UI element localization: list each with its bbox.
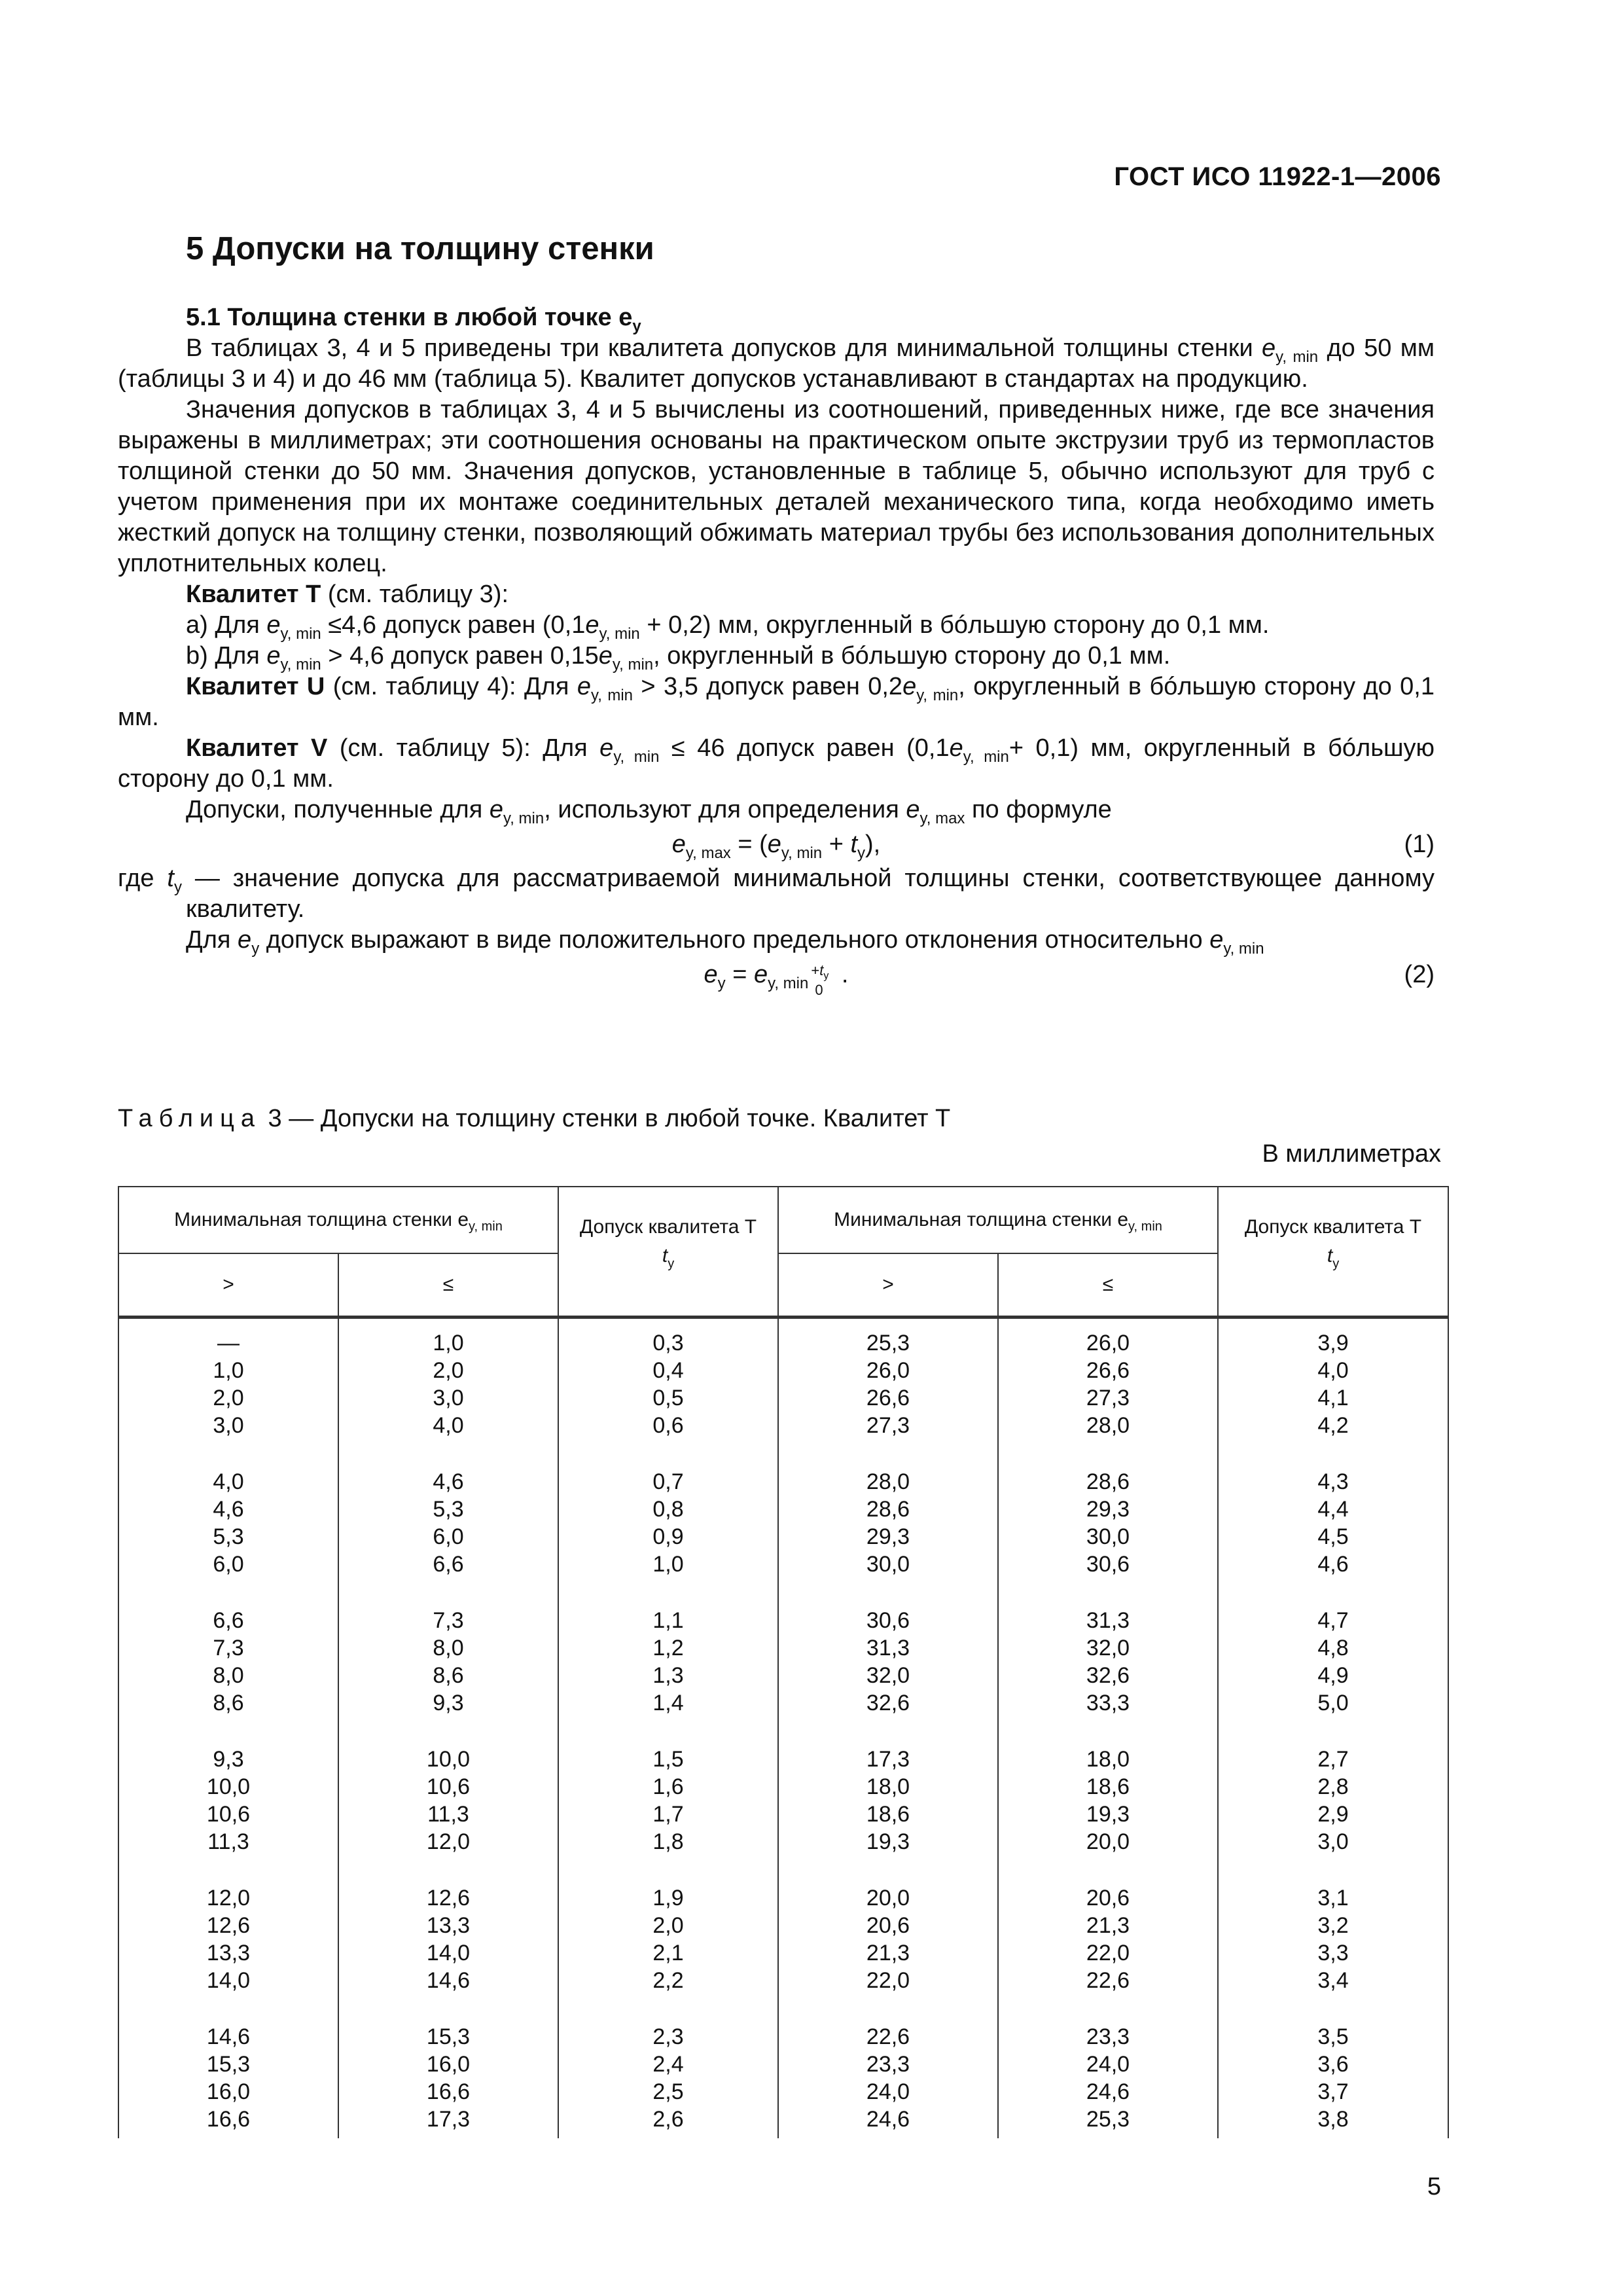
table-value: 4,9: [1317, 1663, 1349, 1688]
table-value: 22,6: [866, 2024, 910, 2049]
quality-v-2: ≤ 46 допуск равен (0,1: [659, 734, 950, 762]
table-cell: [778, 1318, 998, 1454]
tolerance-limits: $+t_y$ 0: [811, 961, 829, 998]
table-value: 31,3: [1086, 1608, 1130, 1633]
table-value: 16,6: [426, 2079, 471, 2104]
table-value: 4,8: [1317, 1636, 1349, 1660]
quality-v: [118, 733, 1435, 795]
header-t: t: [662, 1245, 668, 1266]
table-value: 12,0: [206, 1886, 251, 1910]
table-row-group: [118, 1870, 1448, 2009]
table-cell: [998, 2009, 1218, 2138]
table-cell: [558, 1454, 778, 1592]
table-value: 2,3: [652, 2024, 684, 2049]
table-value: 3,0: [213, 1413, 244, 1438]
table-value: 16,6: [206, 2107, 251, 2132]
table-value: 4,0: [433, 1413, 464, 1438]
table-value: 6,0: [213, 1552, 244, 1577]
formula-1: [118, 825, 1435, 863]
quality-t-label: Квалитет Т: [186, 581, 321, 608]
table-value: 25,3: [866, 1331, 910, 1355]
quality-u-3: , округленный в бóльшую сторону до 0,1 мм.: [118, 673, 1435, 731]
table-value: 27,3: [866, 1413, 910, 1438]
table-value: 22,0: [866, 1968, 910, 1993]
table-cell: [558, 2009, 778, 2138]
ey-1: Для: [186, 926, 238, 954]
table-value: 10,0: [426, 1747, 471, 1772]
sym-e: e: [906, 796, 920, 823]
table-cell: [118, 1592, 338, 1731]
table-value: 32,0: [866, 1663, 910, 1688]
formula-2-number: (2): [1404, 961, 1435, 988]
table-value: 14,0: [206, 1968, 251, 1993]
table-row-group: [118, 1454, 1448, 1592]
table-value: 22,6: [1086, 1968, 1130, 1993]
table-value: 3,3: [1317, 1941, 1349, 1965]
table-value: 23,3: [1086, 2024, 1130, 2049]
table-value: 31,3: [866, 1636, 910, 1660]
table-value: 8,0: [213, 1663, 244, 1688]
sym-sub: y: [857, 844, 866, 862]
table-value: 0,5: [652, 1386, 684, 1410]
sym-e: e: [585, 611, 599, 639]
table-value: 1,5: [652, 1747, 684, 1772]
table-cell: [338, 1318, 558, 1454]
ey-2: допуск выражают в виде положительного предельного отклонения относительно: [259, 926, 1210, 954]
table-value: 2,4: [652, 2052, 684, 2077]
table-cell: [778, 2009, 998, 2138]
sym-sub: y: [717, 975, 726, 992]
table-value: 3,5: [1317, 2024, 1349, 2049]
table-value: 26,6: [866, 1386, 910, 1410]
table-cell: [998, 1318, 1218, 1454]
table-value: 24,6: [866, 2107, 910, 2132]
table-value: 5,3: [433, 1497, 464, 1522]
table-value: 7,3: [213, 1636, 244, 1660]
quality-u: [118, 672, 1435, 733]
body-text: [118, 302, 1435, 998]
table-cell: [1218, 1318, 1448, 1454]
table-cell: [338, 1592, 558, 1731]
table-value: —: [217, 1331, 240, 1355]
table-value: 4,1: [1317, 1386, 1349, 1410]
header-min-sub: y, min: [1128, 1219, 1162, 1234]
table-value: 18,6: [1086, 1774, 1130, 1799]
table-value: 3,7: [1317, 2079, 1349, 2104]
table-value: 24,6: [1086, 2079, 1130, 2104]
table-cell: [338, 1454, 558, 1592]
table-cell: [558, 1870, 778, 2009]
sym-e: e: [266, 642, 281, 670]
tolerance-table: [118, 1186, 1449, 2138]
item-b-3: , округленный в бóльшую сторону до 0,1 мм.: [653, 642, 1171, 670]
table-value: 2,0: [652, 1913, 684, 1938]
table-value: 29,3: [866, 1524, 910, 1549]
table-value: 2,8: [1317, 1774, 1349, 1799]
table-value: 2,5: [652, 2079, 684, 2104]
sym-sub: y, min: [1275, 348, 1319, 366]
table-value: 17,3: [426, 2107, 471, 2132]
table-value: 1,1: [652, 1608, 684, 1633]
item-a: [118, 610, 1435, 641]
table-cell: [1218, 2009, 1448, 2138]
table-cell: [558, 1592, 778, 1731]
table-unit: В миллиметрах: [1262, 1140, 1441, 1168]
p1-text-b: до 50 мм (таблицы 3 и 4) и до 46 мм (таблица 5). Квалитет допусков устанавливают в стандартах на продукцию.: [118, 334, 1435, 393]
table-value: 0,6: [652, 1413, 684, 1438]
table-value: 30,0: [1086, 1524, 1130, 1549]
table-value: 32,6: [866, 1691, 910, 1715]
table-value: 1,7: [652, 1802, 684, 1827]
header-min-text: Минимальная толщина стенки e: [834, 1209, 1129, 1230]
table-value: 1,3: [652, 1663, 684, 1688]
quality-u-label: Квалитет U: [186, 673, 325, 700]
quality-v-3: + 0,1) мм, округленный в бóльшую сторону до 0,1 мм.: [118, 734, 1435, 793]
sym-sub: y, max: [919, 810, 965, 827]
table-value: 24,0: [866, 2079, 910, 2104]
table-cell: [998, 1731, 1218, 1870]
table-value: 14,6: [426, 1968, 471, 1993]
table-cell: [778, 1592, 998, 1731]
page-number: 5: [1427, 2173, 1441, 2200]
table-value: 10,0: [206, 1774, 251, 1799]
table-value: 4,0: [213, 1469, 244, 1494]
header-le-left: ≤: [338, 1253, 558, 1318]
table-value: 28,0: [866, 1469, 910, 1494]
table-value: 9,3: [213, 1747, 244, 1772]
table-value: 12,6: [426, 1886, 471, 1910]
table-value: 3,0: [433, 1386, 464, 1410]
formula-2: [118, 956, 1435, 998]
sym-t: t: [167, 865, 174, 892]
table-value: 20,0: [1086, 1829, 1130, 1854]
item-b-2: > 4,6 допуск равен 0,15: [321, 642, 599, 670]
table-cell: [778, 1870, 998, 2009]
derived-2: , используют для определения: [544, 796, 906, 823]
sym-sub: y, min: [781, 844, 823, 862]
item-a-3: + 0,2) мм, округленный в бóльшую сторону до 0,1 мм.: [639, 611, 1270, 639]
table-value: 2,6: [652, 2107, 684, 2132]
header-le-right: ≤: [998, 1253, 1218, 1318]
subsection-title: [118, 302, 1435, 333]
formula-1-expression: $e_{y, max} = (e_{y, min} + t_y)$,: [671, 831, 881, 862]
sym-sub: y: [251, 940, 260, 958]
sym-e: e: [1262, 334, 1276, 362]
ey-tolerance: [118, 925, 1435, 956]
table-value: 10,6: [426, 1774, 471, 1799]
formula-1-number: (1): [1404, 831, 1435, 858]
derived-3: по формуле: [965, 796, 1112, 823]
table-value: 1,0: [652, 1552, 684, 1577]
table-value: 6,0: [433, 1524, 464, 1549]
table-value: 11,3: [427, 1802, 469, 1827]
quality-t-heading: [118, 579, 1435, 610]
table-value: 4,7: [1317, 1608, 1349, 1633]
where-2: — значение допуска для рассматриваемой минимальной толщины стенки, соответствующее данному квалитету.: [181, 865, 1435, 923]
table-value: 8,0: [433, 1636, 464, 1660]
table-value: 8,6: [213, 1691, 244, 1715]
table-value: 1,8: [652, 1829, 684, 1854]
table-cell: [998, 1454, 1218, 1592]
table-value: 17,3: [866, 1747, 910, 1772]
table-value: 18,0: [866, 1774, 910, 1799]
table-cell: [118, 2009, 338, 2138]
paragraph-1: [118, 333, 1435, 395]
table-value: 13,3: [206, 1941, 251, 1965]
table-value: 4,6: [1317, 1552, 1349, 1577]
table-value: 1,4: [652, 1691, 684, 1715]
header-tolerance-left: [558, 1187, 778, 1318]
table-value: 20,6: [866, 1913, 910, 1938]
header-gt-left: >: [118, 1253, 338, 1318]
sym-sub: y, min: [280, 625, 321, 643]
derived-1: Допуски, полученные для: [186, 796, 490, 823]
table-value: 16,0: [206, 2079, 251, 2104]
table-cell: [118, 1870, 338, 2009]
table-value: 4,6: [213, 1497, 244, 1522]
header-tol-text: Допуск квалитета Т: [579, 1216, 757, 1238]
table-value: 15,3: [206, 2052, 251, 2077]
sym-sub: y, min: [963, 748, 1009, 766]
table-value: 16,0: [426, 2052, 471, 2077]
table-value: 4,2: [1317, 1413, 1349, 1438]
header-tolerance-right: [1218, 1187, 1448, 1318]
subsection-title-text: 5.1 Толщина стенки в любой точке e: [186, 304, 633, 331]
table-cell: [558, 1731, 778, 1870]
sym-e: e: [949, 734, 963, 762]
table-value: 4,6: [433, 1469, 464, 1494]
table-value: 3,0: [1317, 1829, 1349, 1854]
table-cell: [338, 1731, 558, 1870]
table-value: 1,0: [433, 1331, 464, 1355]
table-cell: [118, 1454, 338, 1592]
table-value: 4,5: [1317, 1524, 1349, 1549]
item-b-1: b) Для: [186, 642, 267, 670]
table-value: 2,0: [433, 1358, 464, 1383]
sym-sub: y, min: [612, 656, 654, 673]
table-value: 29,3: [1086, 1497, 1130, 1522]
header-t-sub: y: [668, 1257, 675, 1271]
header-min-thickness-right: [778, 1187, 1218, 1253]
header-gt-right: >: [778, 1253, 998, 1318]
table-value: 28,0: [1086, 1413, 1130, 1438]
item-a-2: ≤4,6 допуск равен (0,1: [321, 611, 586, 639]
sym-sub: y: [173, 878, 182, 896]
table-value: 19,3: [1086, 1802, 1130, 1827]
table-value: 14,6: [206, 2024, 251, 2049]
table-value: 1,2: [652, 1636, 684, 1660]
table-value: 2,0: [213, 1386, 244, 1410]
table-value: 4,3: [1317, 1469, 1349, 1494]
table-value: 23,3: [866, 2052, 910, 2077]
sym-sub: y, min: [613, 748, 660, 766]
sym-sub: y, min: [916, 687, 959, 704]
item-b: [118, 641, 1435, 672]
header-t-sub: y: [1332, 1257, 1340, 1271]
table-value: 18,6: [866, 1802, 910, 1827]
subsection-title-sub: y: [632, 317, 641, 335]
sym-sub: y, min: [590, 687, 633, 704]
table-value: 32,6: [1086, 1663, 1130, 1688]
table-value: 28,6: [866, 1497, 910, 1522]
table-cell: [1218, 1870, 1448, 2009]
table-value: 20,0: [866, 1886, 910, 1910]
table-value: 10,6: [206, 1802, 251, 1827]
where-clause: [118, 863, 1435, 925]
table-value: 15,3: [426, 2024, 471, 2049]
table-value: 3,9: [1317, 1331, 1349, 1355]
header-tol-text: Допуск квалитета Т: [1244, 1216, 1422, 1238]
table-cell: [338, 1870, 558, 2009]
sym-sub: y, min: [1223, 940, 1264, 958]
table-value: 33,3: [1086, 1691, 1130, 1715]
table-caption: [118, 1105, 950, 1133]
sym-sub: y: [823, 970, 829, 982]
table-value: 0,4: [652, 1358, 684, 1383]
table-value: 3,6: [1317, 2052, 1349, 2077]
table-value: 1,6: [652, 1774, 684, 1799]
table-value: 6,6: [213, 1608, 244, 1633]
header-min-thickness-left: [118, 1187, 558, 1253]
table-value: 3,2: [1317, 1913, 1349, 1938]
quality-u-1: (см. таблицу 4): Для: [325, 673, 577, 700]
table-row-group: [118, 1318, 1448, 1454]
table-value: 30,0: [866, 1552, 910, 1577]
table-value: 2,2: [652, 1968, 684, 1993]
sym-e: e: [598, 642, 613, 670]
table-value: 5,0: [1317, 1691, 1349, 1715]
table-value: 12,0: [426, 1829, 471, 1854]
derived-tolerances: [118, 795, 1435, 825]
sym-e: e: [577, 673, 591, 700]
table-value: 3,8: [1317, 2107, 1349, 2132]
section-title: 5 Допуски на толщину стенки: [186, 231, 654, 266]
table-cell: [998, 1870, 1218, 2009]
sym-e: e: [902, 673, 917, 700]
table-row-group: [118, 1592, 1448, 1731]
table-row-group: [118, 2009, 1448, 2138]
table-cell: [998, 1592, 1218, 1731]
table-cell: [1218, 1731, 1448, 1870]
sym-e: e: [767, 831, 781, 858]
table-value: 26,6: [1086, 1358, 1130, 1383]
table-cell: [338, 2009, 558, 2138]
table-cell: [1218, 1454, 1448, 1592]
table-caption-text: 3 — Допуски на толщину стенки в любой точке. Квалитет Т: [261, 1105, 951, 1132]
sym-e: e: [671, 831, 686, 858]
paragraph-2: Значения допусков в таблицах 3, 4 и 5 вычислены из соотношений, приведенных ниже, где все значения выражены в миллиметрах; эти соотношения основаны на практическом опыте экструзии труб из термопластов толщиной стенки до 50 мм. Значения допусков, установленные в таблице 5, обычно используют для труб с учетом применения при их монтаже соединительных деталей механического типа, когда необходимо иметь жесткий допуск на толщину стенки, позволяющий обжимать материал трубы без использования дополнительных уплотнительных колец.: [118, 396, 1435, 577]
table-value: 20,6: [1086, 1886, 1130, 1910]
table-cell: [118, 1731, 338, 1870]
header-min-text: Минимальная толщина стенки e: [174, 1209, 469, 1230]
table-caption-label: Таблица: [118, 1105, 261, 1132]
sym-e: e: [266, 611, 281, 639]
sym-sub: y, min: [768, 975, 809, 992]
table-value: 28,6: [1086, 1469, 1130, 1494]
sym-e: e: [599, 734, 614, 762]
table-value: 2,1: [652, 1941, 684, 1965]
table-value: 30,6: [866, 1608, 910, 1633]
quality-v-1: (см. таблицу 5): Для: [327, 734, 600, 762]
sym-e: e: [704, 961, 718, 988]
where-1: где: [118, 865, 168, 892]
header-t: t: [1327, 1245, 1333, 1266]
sym-t: t: [850, 831, 858, 858]
sym-sub: y, min: [503, 810, 544, 827]
header-min-sub: y, min: [469, 1219, 503, 1234]
table-value: 9,3: [433, 1691, 464, 1715]
table-body: [118, 1318, 1448, 2139]
quality-v-label: Квалитет V: [186, 734, 328, 762]
table-value: 2,9: [1317, 1802, 1349, 1827]
table-value: 22,0: [1086, 1941, 1130, 1965]
sym-e: e: [753, 961, 768, 988]
standard-designation: ГОСТ ИСО 11922-1—2006: [1114, 162, 1441, 191]
item-a-1: a) Для: [186, 611, 267, 639]
table-value: 11,3: [207, 1829, 249, 1854]
table-value: 0,8: [652, 1497, 684, 1522]
table-value: 19,3: [866, 1829, 910, 1854]
sym-sub: y, min: [280, 656, 321, 673]
table-value: 12,6: [206, 1913, 251, 1938]
table-value: 5,3: [213, 1524, 244, 1549]
table-value: 27,3: [1086, 1386, 1130, 1410]
table-cell: [118, 1318, 338, 1454]
sym-e: e: [489, 796, 503, 823]
sym-sub: y, max: [685, 844, 731, 862]
table-value: 30,6: [1086, 1552, 1130, 1577]
table-value: 26,0: [1086, 1331, 1130, 1355]
p1-text-a: В таблицах 3, 4 и 5 приведены три квалитета допусков для минимальной толщины стенки: [186, 334, 1262, 362]
table-value: 21,3: [866, 1941, 910, 1965]
table-value: 0,9: [652, 1524, 684, 1549]
table-value: 7,3: [433, 1608, 464, 1633]
table-value: 4,4: [1317, 1497, 1349, 1522]
table-value: 2,7: [1317, 1747, 1349, 1772]
sym-t: t: [819, 961, 824, 978]
table-value: 24,0: [1086, 2052, 1130, 2077]
table-value: 13,3: [426, 1913, 471, 1938]
quality-t-rest: (см. таблицу 3):: [321, 581, 509, 608]
table-value: 0,7: [652, 1469, 684, 1494]
table-value: 21,3: [1086, 1913, 1130, 1938]
table-value: 3,1: [1317, 1886, 1349, 1910]
table-value: 6,6: [433, 1552, 464, 1577]
table-value: 1,0: [213, 1358, 244, 1383]
formula-2-expression: $e_y = e_{y, min}$ $+t_y$ 0 .: [704, 961, 849, 998]
table-cell: [558, 1318, 778, 1454]
sym-e: e: [238, 926, 252, 954]
table-cell: [778, 1731, 998, 1870]
table-value: 26,0: [866, 1358, 910, 1383]
table-value: 8,6: [433, 1663, 464, 1688]
table-value: 3,4: [1317, 1968, 1349, 1993]
table-value: 32,0: [1086, 1636, 1130, 1660]
table-value: 25,3: [1086, 2107, 1130, 2132]
table-value: 1,9: [652, 1886, 684, 1910]
table-cell: [778, 1454, 998, 1592]
table-row-group: [118, 1731, 1448, 1870]
table-cell: [1218, 1592, 1448, 1731]
table-value: 18,0: [1086, 1747, 1130, 1772]
quality-u-2: > 3,5 допуск равен 0,2: [633, 673, 903, 700]
sym-sub: y, min: [599, 625, 640, 643]
table-value: 4,0: [1317, 1358, 1349, 1383]
sym-e: e: [1209, 926, 1224, 954]
table-value: 0,3: [652, 1331, 684, 1355]
table-value: 14,0: [426, 1941, 471, 1965]
